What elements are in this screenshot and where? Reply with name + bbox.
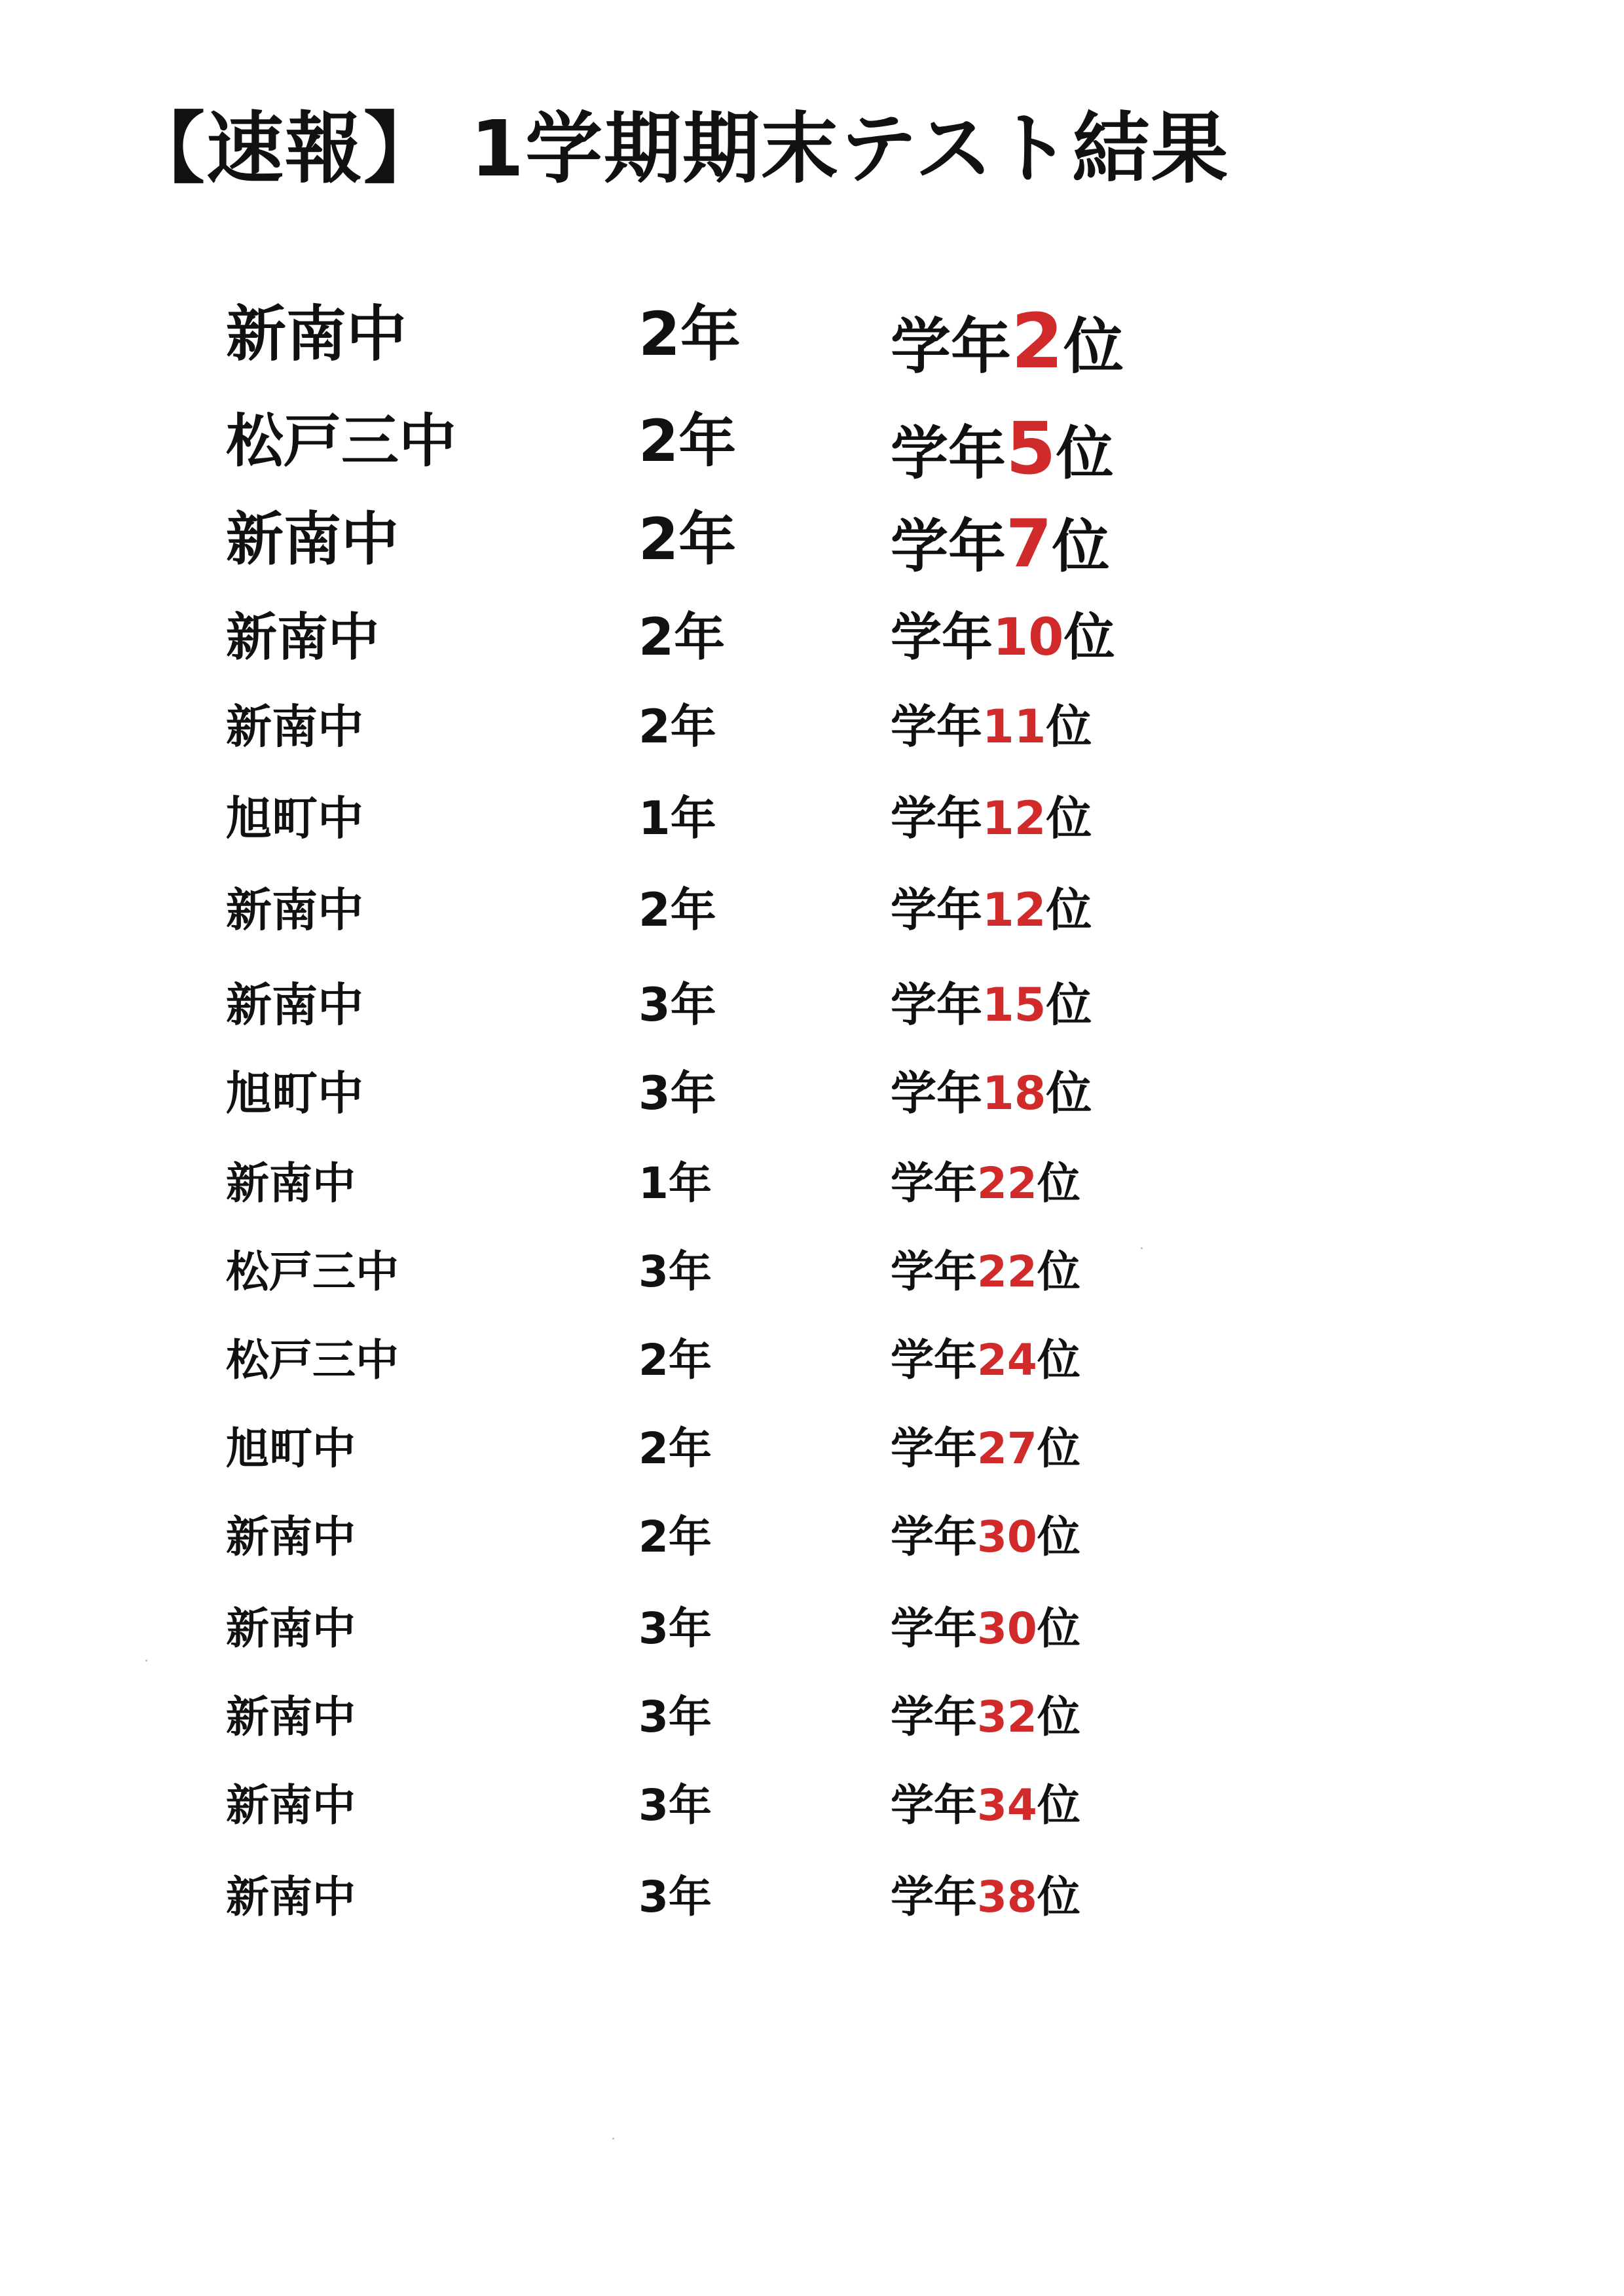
rank-label bbox=[891, 1692, 1080, 1742]
rank-prefix: 学年 bbox=[891, 608, 993, 667]
grade-label: 2年 bbox=[638, 1335, 712, 1385]
rank-suffix: 位 bbox=[1037, 1247, 1080, 1297]
grade-label: 3年 bbox=[638, 1247, 712, 1297]
grade-label: 2年 bbox=[638, 407, 737, 475]
rank-number: 22 bbox=[977, 1158, 1037, 1209]
rank-number: 32 bbox=[977, 1692, 1037, 1742]
rank-prefix: 学年 bbox=[891, 420, 1006, 487]
grade-label: 1年 bbox=[638, 792, 716, 845]
rank-prefix: 学年 bbox=[891, 1603, 977, 1654]
rank-number: 10 bbox=[993, 608, 1064, 667]
rank-number: 5 bbox=[1006, 407, 1056, 490]
rank-prefix: 学年 bbox=[891, 978, 982, 1032]
rank-prefix: 学年 bbox=[891, 883, 982, 937]
school-name: 松戸三中 bbox=[226, 407, 457, 475]
rank-suffix: 位 bbox=[1046, 883, 1092, 937]
grade-label: 3年 bbox=[638, 1692, 712, 1742]
grade-label: 3年 bbox=[638, 1780, 712, 1831]
rank-number: 34 bbox=[977, 1780, 1037, 1831]
school-name: 松戸三中 bbox=[226, 1247, 399, 1297]
rank-label bbox=[891, 298, 1124, 386]
rank-number: 38 bbox=[977, 1872, 1037, 1922]
rank-prefix: 学年 bbox=[891, 1872, 977, 1922]
rank-number: 15 bbox=[982, 978, 1046, 1032]
rank-number: 24 bbox=[977, 1335, 1037, 1385]
rank-number: 7 bbox=[1006, 505, 1052, 582]
scan-speck bbox=[1141, 1247, 1143, 1249]
rank-prefix: 学年 bbox=[891, 1423, 977, 1474]
rank-prefix: 学年 bbox=[891, 1158, 977, 1209]
rank-label bbox=[891, 883, 1092, 937]
rank-label bbox=[891, 1780, 1080, 1831]
rank-label bbox=[891, 1158, 1080, 1209]
rank-suffix: 位 bbox=[1037, 1603, 1080, 1654]
grade-label: 1年 bbox=[638, 1158, 712, 1209]
rank-suffix: 位 bbox=[1046, 700, 1092, 754]
grade-label: 3年 bbox=[638, 1066, 716, 1120]
rank-prefix: 学年 bbox=[891, 700, 982, 754]
grade-label: 2年 bbox=[638, 1512, 712, 1562]
grade-label: 2年 bbox=[638, 505, 737, 573]
rank-label bbox=[891, 978, 1092, 1032]
rank-prefix: 学年 bbox=[891, 1247, 977, 1297]
school-name: 新南中 bbox=[226, 1158, 356, 1209]
school-name: 新南中 bbox=[226, 1603, 356, 1654]
rank-label bbox=[891, 700, 1092, 754]
rank-number: 27 bbox=[977, 1423, 1037, 1474]
rank-label bbox=[891, 608, 1115, 667]
rank-suffix: 位 bbox=[1063, 608, 1115, 667]
rank-prefix: 学年 bbox=[891, 1335, 977, 1385]
school-name: 新南中 bbox=[226, 1780, 356, 1831]
rank-prefix: 学年 bbox=[891, 312, 1012, 382]
rank-suffix: 位 bbox=[1046, 792, 1092, 845]
grade-label: 2年 bbox=[638, 700, 716, 754]
page-title: 【速報】 1学期期末テスト結果 bbox=[128, 103, 1230, 194]
school-name: 新南中 bbox=[226, 978, 363, 1032]
school-name: 新南中 bbox=[226, 299, 407, 369]
school-name: 旭町中 bbox=[226, 1066, 363, 1120]
rank-suffix: 位 bbox=[1037, 1423, 1080, 1474]
rank-label bbox=[891, 1066, 1092, 1120]
rank-label bbox=[891, 505, 1110, 582]
rank-prefix: 学年 bbox=[891, 792, 982, 845]
school-name: 新南中 bbox=[226, 1872, 356, 1922]
rank-prefix: 学年 bbox=[891, 1692, 977, 1742]
rank-number: 12 bbox=[982, 792, 1046, 845]
rank-label bbox=[891, 1423, 1080, 1474]
rank-suffix: 位 bbox=[1063, 312, 1124, 382]
rank-suffix: 位 bbox=[1037, 1512, 1080, 1562]
rank-number: 2 bbox=[1011, 298, 1064, 386]
rank-number: 30 bbox=[977, 1603, 1037, 1654]
rank-prefix: 学年 bbox=[891, 1066, 982, 1120]
rank-label bbox=[891, 1335, 1080, 1385]
rank-label bbox=[891, 1512, 1080, 1562]
rank-suffix: 位 bbox=[1037, 1335, 1080, 1385]
grade-label: 2年 bbox=[638, 1423, 712, 1474]
rank-suffix: 位 bbox=[1037, 1692, 1080, 1742]
school-name: 新南中 bbox=[226, 883, 363, 937]
scan-speck bbox=[612, 2138, 614, 2140]
rank-suffix: 位 bbox=[1037, 1780, 1080, 1831]
rank-number: 11 bbox=[982, 700, 1046, 754]
school-name: 旭町中 bbox=[226, 792, 363, 845]
rank-number: 18 bbox=[982, 1066, 1046, 1120]
scan-speck bbox=[145, 1660, 147, 1662]
rank-label bbox=[891, 1603, 1080, 1654]
school-name: 新南中 bbox=[226, 1692, 356, 1742]
school-name: 新南中 bbox=[226, 505, 399, 573]
school-name: 新南中 bbox=[226, 608, 380, 667]
school-name: 新南中 bbox=[226, 1512, 356, 1562]
rank-prefix: 学年 bbox=[891, 1512, 977, 1562]
rank-number: 22 bbox=[977, 1247, 1037, 1297]
grade-label: 2年 bbox=[638, 299, 741, 369]
rank-suffix: 位 bbox=[1037, 1872, 1080, 1922]
school-name: 新南中 bbox=[226, 700, 363, 754]
school-name: 旭町中 bbox=[226, 1423, 356, 1474]
grade-label: 3年 bbox=[638, 978, 716, 1032]
rank-label bbox=[891, 792, 1092, 845]
school-name: 松戸三中 bbox=[226, 1335, 399, 1385]
rank-label bbox=[891, 1872, 1080, 1922]
grade-label: 2年 bbox=[638, 883, 716, 937]
rank-suffix: 位 bbox=[1046, 978, 1092, 1032]
rank-suffix: 位 bbox=[1037, 1158, 1080, 1209]
grade-label: 2年 bbox=[638, 608, 726, 667]
rank-prefix: 学年 bbox=[891, 513, 1006, 580]
rank-number: 30 bbox=[977, 1512, 1037, 1562]
rank-label bbox=[891, 1247, 1080, 1297]
rank-suffix: 位 bbox=[1052, 513, 1110, 580]
grade-label: 3年 bbox=[638, 1872, 712, 1922]
rank-label bbox=[891, 407, 1114, 490]
rank-prefix: 学年 bbox=[891, 1780, 977, 1831]
rank-number: 12 bbox=[982, 883, 1046, 937]
rank-suffix: 位 bbox=[1056, 420, 1114, 487]
grade-label: 3年 bbox=[638, 1603, 712, 1654]
rank-suffix: 位 bbox=[1046, 1066, 1092, 1120]
